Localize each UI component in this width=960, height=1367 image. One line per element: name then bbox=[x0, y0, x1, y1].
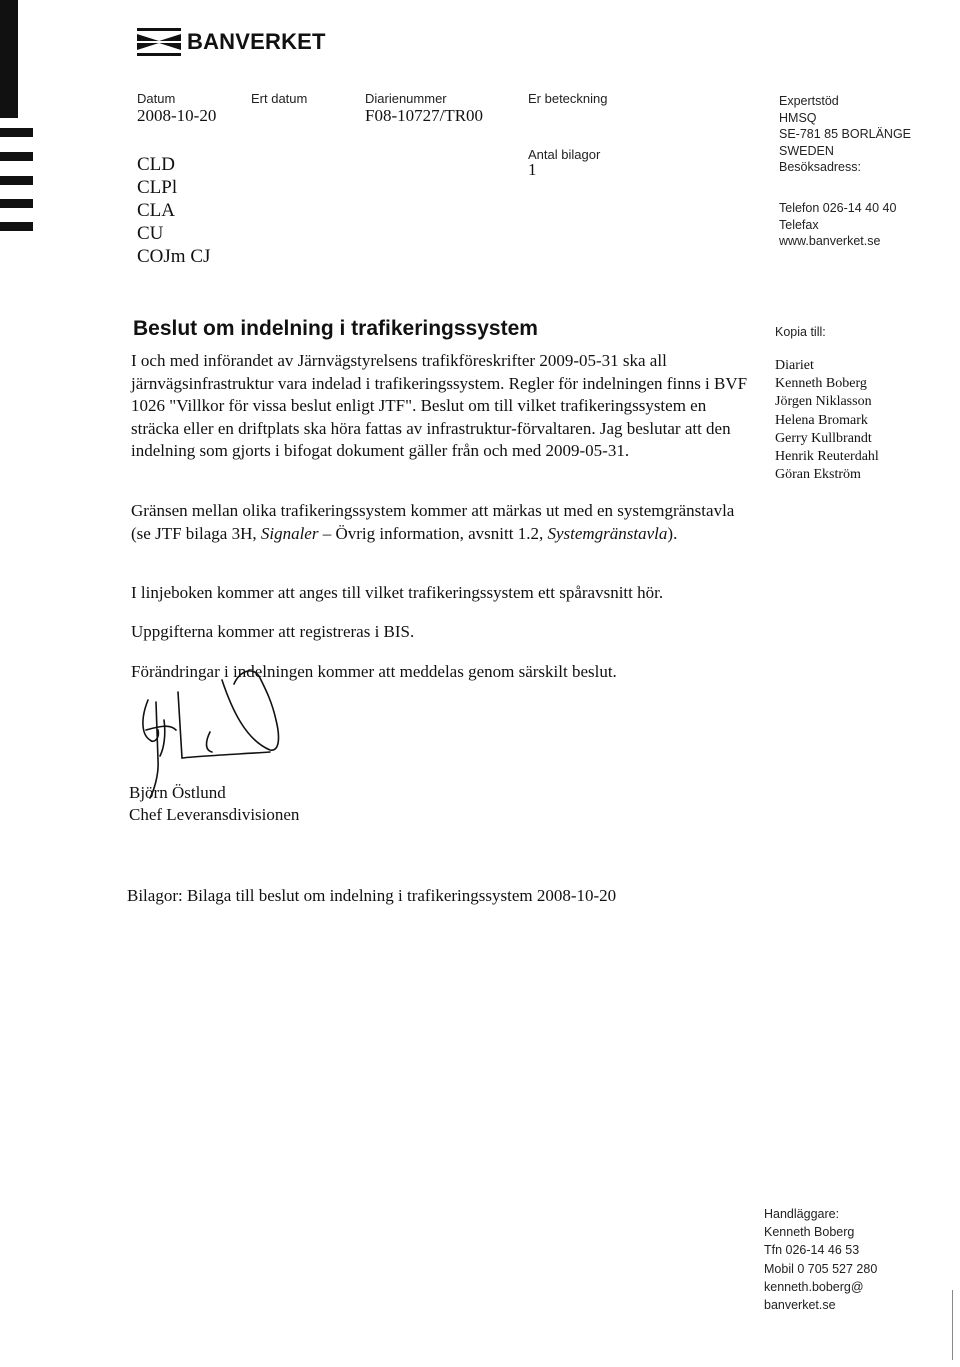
p2-text-a: Gränsen mellan olika trafikeringssystem kommer att märkas ut med en systemgränstavla (se JTF bilaga 3H, bbox=[131, 501, 735, 543]
distribution-item: COJm CJ bbox=[137, 246, 211, 267]
sender-line: SWEDEN bbox=[779, 143, 834, 158]
sender-line: Besöksadress: bbox=[779, 160, 861, 174]
kopia-recipient: Helena Bromark bbox=[775, 412, 868, 428]
datum-label: Datum bbox=[137, 91, 176, 106]
scan-edge-line bbox=[952, 1290, 953, 1360]
distribution-item: CLPl bbox=[137, 177, 178, 198]
distribution-item: CLA bbox=[137, 200, 175, 221]
distribution-list bbox=[137, 153, 210, 268]
scan-mark bbox=[0, 128, 33, 137]
diarienummer-value: F08-10727/TR00 bbox=[365, 106, 484, 125]
handlaggare-label: Handläggare: bbox=[764, 1207, 840, 1221]
p2-systemgranstavla: Systemgränstavla bbox=[547, 523, 668, 543]
kopia-recipient: Jörgen Niklasson bbox=[775, 394, 872, 410]
sender-telefax: Telefax bbox=[779, 217, 819, 232]
distribution-item: CU bbox=[137, 223, 164, 244]
p2-text-c: ). bbox=[667, 523, 678, 543]
kopia-recipient: Kenneth Boberg bbox=[775, 376, 867, 392]
kopia-recipient: Henrik Reuterdahl bbox=[775, 449, 879, 465]
distribution-item: CLD bbox=[137, 154, 175, 175]
sender-line: SE-781 85 BORLÄNGE bbox=[779, 127, 912, 141]
scan-mark bbox=[0, 176, 33, 185]
body-paragraph-2 bbox=[131, 500, 751, 545]
datum-value: 2008-10-20 bbox=[137, 106, 217, 125]
logo-text: BANVERKET bbox=[187, 29, 326, 54]
sender-line: Expertstöd bbox=[779, 94, 839, 108]
kopia-recipient: Diariet bbox=[775, 358, 814, 373]
bilagor-line: Bilagor: Bilaga till beslut om indelning i trafikeringssystem 2008-10-20 bbox=[127, 886, 617, 905]
handlaggare-mobil: Mobil 0 705 527 280 bbox=[764, 1261, 878, 1276]
p2-text-b: – Övrig information, avsnitt 1.2, bbox=[322, 523, 544, 543]
antal-bilagor-value: 1 bbox=[528, 160, 537, 179]
sender-telefon: Telefon 026-14 40 40 bbox=[779, 201, 897, 215]
kopia-recipient: Gerry Kullbrandt bbox=[775, 430, 872, 446]
sender-web: www.banverket.se bbox=[779, 234, 881, 248]
handlaggare-tfn: Tfn 026-14 46 53 bbox=[764, 1243, 860, 1258]
scan-mark bbox=[0, 152, 33, 161]
scan-mark-bar bbox=[0, 0, 18, 118]
scan-mark bbox=[0, 199, 33, 208]
diarienummer-label: Diarienummer bbox=[365, 91, 447, 106]
document-title: Beslut om indelning i trafikeringssystem bbox=[133, 317, 538, 340]
body-paragraph-5: Förändringar i indelningen kommer att meddelas genom särskilt beslut. bbox=[131, 662, 617, 681]
signatory-role: Chef Leveransdivisionen bbox=[129, 805, 300, 824]
banverket-logo bbox=[137, 26, 326, 58]
p2-signaler: Signaler bbox=[260, 523, 319, 543]
er-beteckning-label: Er beteckning bbox=[528, 91, 608, 106]
body-paragraph-1: I och med införandet av Järnvägstyrelsens trafikföreskrifter 2009-05-31 ska all järnvägsinfrastruktur vara indelad i trafikeringssystem. Regler för indelningen finns i BVF 1026 "Villkor för vissa beslut enligt JTF". Beslut om till vilket trafikeringssystem en sträcka eller en driftplats ska höra fattas av infrastruktur-förvaltaren. Jag beslutar att den indelning som gjorts i bifogat dokument gäller från och med 2009-05-31. bbox=[131, 351, 748, 460]
kopia-recipient: Göran Ekström bbox=[775, 467, 861, 483]
handlaggare-block bbox=[764, 1205, 877, 1314]
body-paragraph-3: I linjeboken kommer att anges till vilket trafikeringssystem ett spåravsnitt hör. bbox=[131, 583, 664, 602]
handlaggare-name: Kenneth Boberg bbox=[764, 1225, 855, 1240]
sender-contact bbox=[779, 200, 896, 250]
handlaggare-email: kenneth.boberg@ bbox=[764, 1279, 864, 1294]
handlaggare-email-domain: banverket.se bbox=[764, 1298, 836, 1313]
scan-mark bbox=[0, 222, 33, 231]
ert-datum-label: Ert datum bbox=[251, 91, 308, 106]
signatory-name: Björn Östlund bbox=[129, 783, 226, 802]
antal-bilagor-label: Antal bilagor bbox=[528, 147, 601, 162]
sender-line: HMSQ bbox=[779, 110, 817, 125]
sender-address bbox=[779, 93, 911, 176]
kopia-label: Kopia till: bbox=[775, 325, 826, 339]
body-paragraph-4: Uppgifterna kommer att registreras i BIS. bbox=[131, 622, 415, 641]
banverket-logo-icon bbox=[137, 28, 181, 56]
kopia-recipient-list bbox=[775, 357, 879, 484]
